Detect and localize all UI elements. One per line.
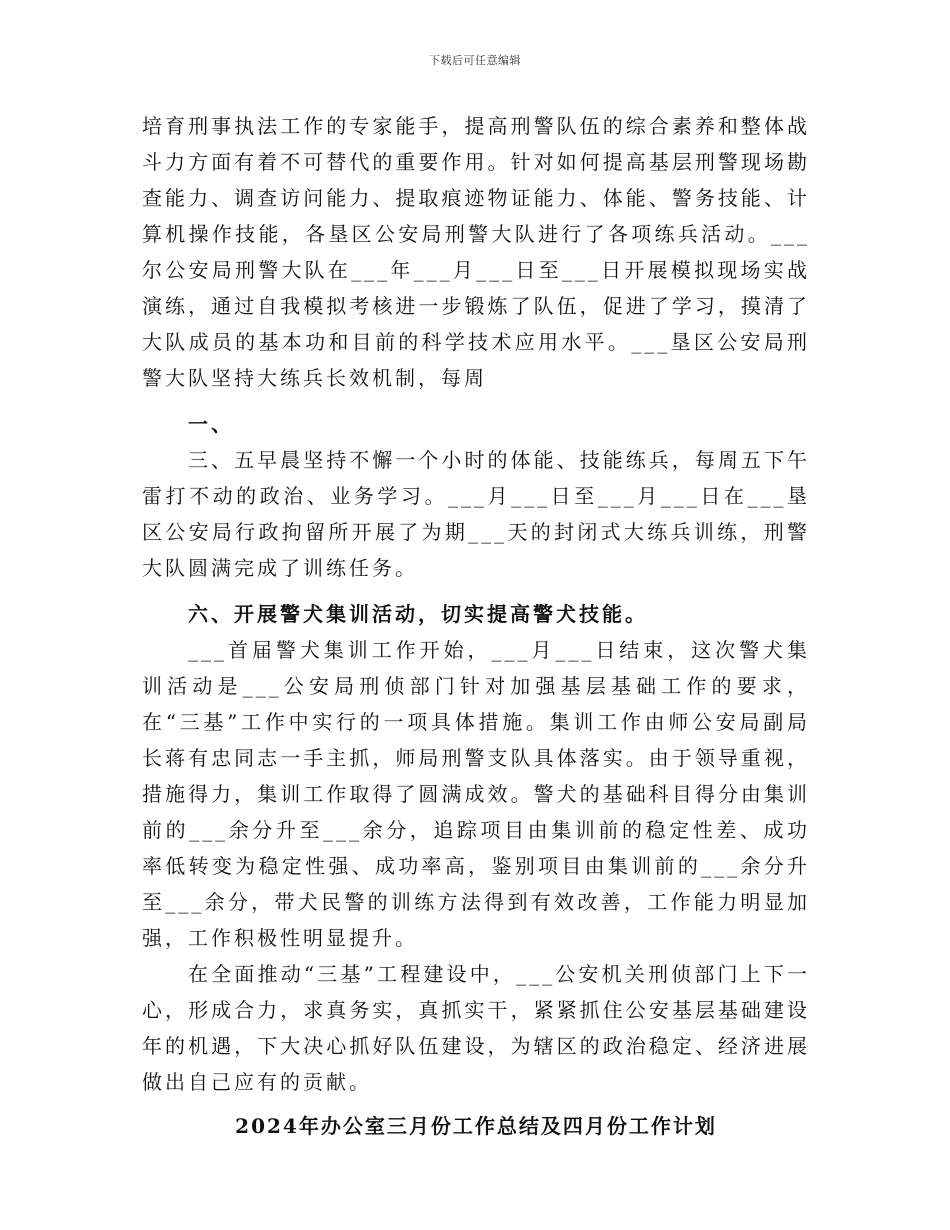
paragraph-weekly-training: 三、五早晨坚持不懈一个小时的体能、技能练兵，每周五下午雷打不动的政治、业务学习。___月___日至___月___日在___垦区公安局行政拘留所开展了为期___天的封闭式大练兵训练，刑警大队圆满完成了训练任务。	[142, 448, 810, 580]
header-note: 下载后可任意编辑	[429, 54, 521, 67]
next-document-title: 2024年办公室三月份工作总结及四月份工作计划	[235, 1114, 717, 1138]
paragraph-training-intro: 培育刑事执法工作的专家能手，提高刑警队伍的综合素养和整体战斗力方面有着不可替代的重要作用。针对如何提高基层刑警现场勘查能力、调查访问能力、提取痕迹物证能力、体能、警务技能、计算机操作技能，各垦区公安局刑警大队进行了各项练兵活动。___尔公安局刑警大队在___年___月___日至___日开展模拟现场实战演练，通过自我模拟考核进一步锻炼了队伍，促进了学习，摸清了大队成员的基本功和目前的科学技术应用水平。___垦区公安局刑警大队坚持大练兵长效机制，每周	[142, 114, 810, 390]
document-body	[142, 108, 810, 1144]
paragraph-conclusion: 在全面推动“三基”工程建设中，___公安机关刑侦部门上下一心，形成合力，求真务实，真抓实干，紧紧抓住公安基层基础建设年的机遇，下大决心抓好队伍建设，为辖区的政治稳定、经济进展做出自己应有的贡献。	[142, 962, 810, 1094]
paragraph-police-dog-training: ___首届警犬集训工作开始，___月___日结束，这次警犬集训活动是___公安局刑侦部门针对加强基层基础工作的要求，在“三基”工作中实行的一项具体措施。集训工作由师公安局副局长蒋有忠同志一手主抓，师局刑警支队具体落实。由于领导重视，措施得力，集训工作取得了圆满成效。警犬的基础科目得分由集训前的___余分升至___余分，追踪项目由集训前的稳定性差、成功率低转变为稳定性强、成功率高，鉴别项目由集训前的___余分升至___余分，带犬民警的训练方法得到有效改善，工作能力明显加强，工作积极性明显提升。	[142, 638, 810, 950]
section-marker-one: 一、	[188, 412, 234, 436]
section-heading-police-dog: 六、开展警犬集训活动，切实提高警犬技能。	[188, 602, 648, 626]
